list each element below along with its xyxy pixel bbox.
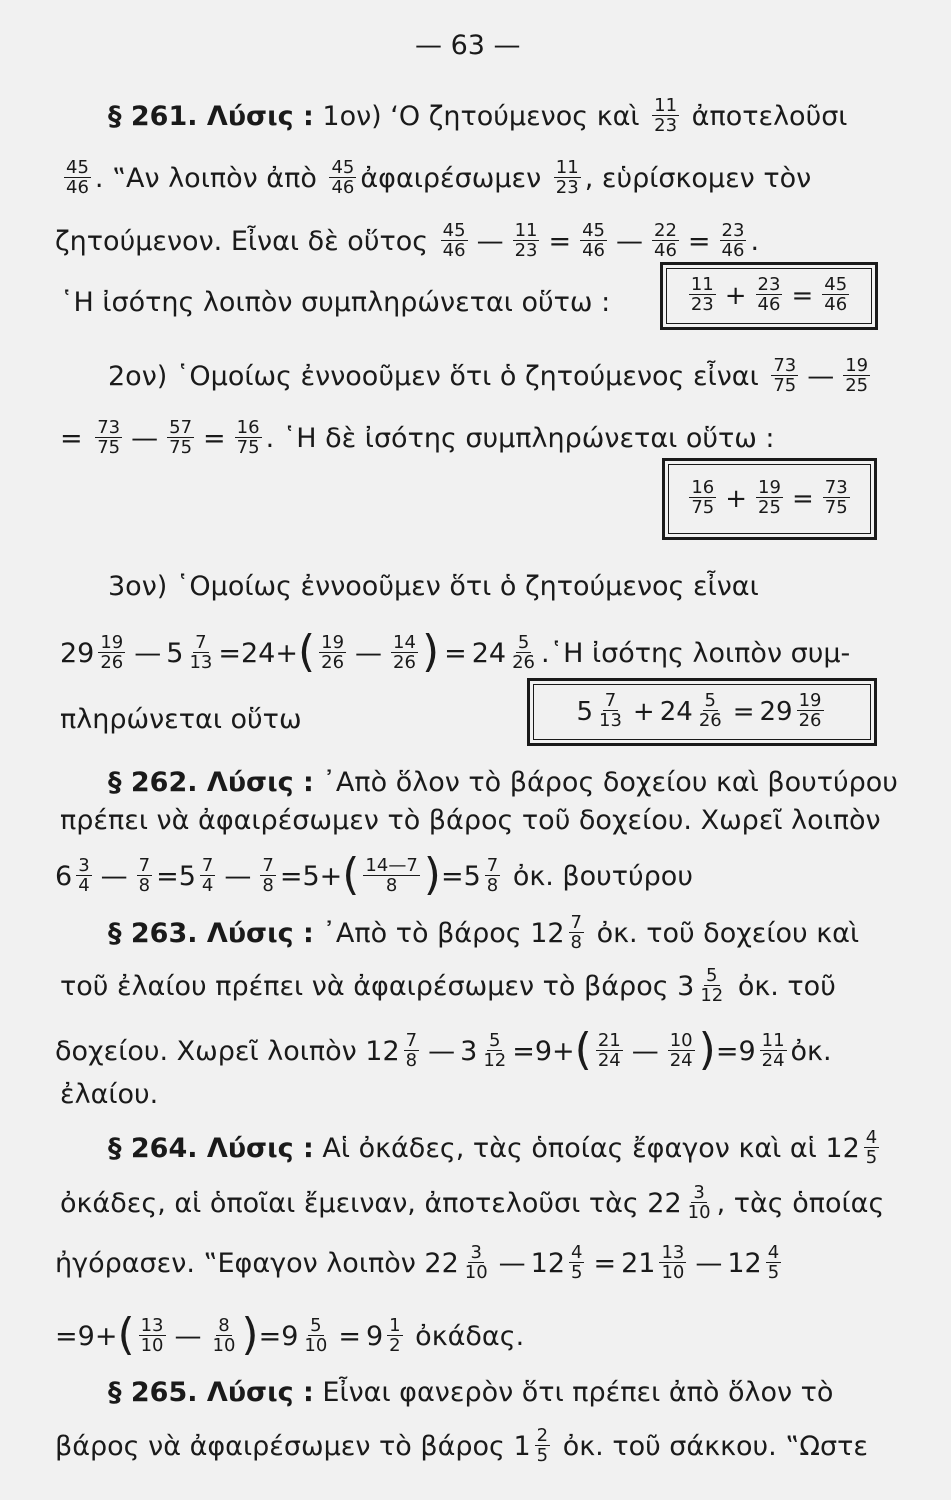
section-heading: § 263. Λύσις :	[108, 918, 314, 949]
fraction: $\frac{73}{75}$	[97, 417, 121, 458]
s261-line8: 29 $\frac{19}{26}$ — 5 $\frac{7}{13}$ =24+( $\frac{19}{26}$ — $\frac{14}{26}$ ) = 24 $\frac{5}{26}$ .῾Η ἰσότης λοιπὸν συμ-	[60, 625, 851, 677]
fraction: $\frac{7}{13}$	[189, 632, 213, 673]
s262-line2: πρέπει νὰ ἀφαιρέσωμεν τὸ βάρος τοῦ δοχείου. Χωρεῖ λοιπὸν	[60, 805, 881, 836]
s264-line2: ὀκάδες, αἱ ὁποῖαι ἔμειναν, ἀποτελοῦσι τὰς 22 $\frac{3}{10}$ , τὰς ὁποίας	[60, 1182, 885, 1223]
fraction: $\frac{4}{5}$	[767, 1242, 780, 1283]
s263-line3: δοχείου. Χωρεῖ λοιπὸν 12 $\frac{7}{8}$ — 3 $\frac{5}{12}$ =9+( $\frac{21}{24}$ — $\frac{10}{24}$ )=9 $\frac{11}{24}$ ὀκ.	[55, 1023, 832, 1075]
page-number: — 63 —	[415, 30, 521, 61]
fraction: $\frac{7}{8}$	[262, 855, 274, 896]
s265-line2: βάρος νὰ ἀφαιρέσωμεν τὸ βάρος 1 $\frac{2}{5}$ ὀκ. τοῦ σάκκου. ‟Ωστε	[55, 1425, 868, 1466]
fraction: $\frac{73}{75}$	[773, 355, 797, 396]
s261-line4: ῾Η ἰσότης λοιπὸν συμπληρώνεται οὕτω :	[60, 287, 611, 318]
fraction: $\frac{7}{4}$	[201, 855, 214, 896]
s263-line2: τοῦ ἐλαίου πρέπει νὰ ἀφαιρέσωμεν τὸ βάρος 3 $\frac{5}{12}$ ὀκ. τοῦ	[60, 965, 836, 1006]
s264-line4: =9+( $\frac{13}{10}$ — $\frac{8}{10}$ )=9 $\frac{5}{10}$ = 9 $\frac{1}{2}$ ὀκάδας.	[55, 1308, 525, 1360]
s261-line2: $\frac{45}{46}$ . ‟Αν λοιπὸν ἀπὸ $\frac{45}{46}$ ἀφαιρέσωμεν $\frac{11}{23}$ , εὑρίσκομεν τὸν	[66, 157, 812, 198]
fraction: $\frac{10}{24}$	[669, 1030, 693, 1071]
fraction: $\frac{11}{24}$	[761, 1030, 785, 1071]
s261-line9: πληρώνεται οὕτω	[60, 704, 302, 735]
fraction: $\frac{19}{25}$	[845, 355, 869, 396]
s261-line1: § 261. Λύσις : 1ον) ‘Ο ζητούμενος καὶ $\frac{11}{23}$ ἀποτελοῦσι	[108, 95, 848, 136]
fraction: $\frac{13}{10}$	[140, 1315, 164, 1356]
fraction: $\frac{7}{8}$	[405, 1030, 418, 1071]
fraction: $\frac{4}{5}$	[571, 1242, 583, 1283]
s262-line1: § 262. Λύσις : ᾿Απὸ ὅλον τὸ βάρος δοχείου καὶ βουτύρου	[108, 767, 898, 798]
fraction: $\frac{23}{46}$	[721, 220, 745, 261]
fraction: $\frac{11}{23}$	[514, 220, 538, 261]
fraction: $\frac{57}{75}$	[169, 417, 193, 458]
s263-line4: ἐλαίου.	[60, 1079, 159, 1110]
fraction: $\frac{3}{10}$	[464, 1242, 488, 1283]
fraction: $\frac{3}{10}$	[687, 1182, 711, 1223]
fraction: $\frac{1}{2}$	[389, 1315, 401, 1356]
result-box-2: $\frac{16}{75}$ + $\frac{19}{25}$ = $\frac{73}{75}$	[662, 458, 877, 540]
s261-line3: ζητούμενον. Εἶναι δὲ οὕτος $\frac{45}{46}$ — $\frac{11}{23}$ = $\frac{45}{46}$ — $\frac{22}{46}$ = $\frac{23}{46}$ .	[55, 220, 760, 261]
s265-line1: § 265. Λύσις : Εἶναι φανερὸν ὅτι πρέπει ἀπὸ ὅλον τὸ	[108, 1377, 834, 1408]
fraction: $\frac{13}{10}$	[661, 1242, 685, 1283]
fraction: $\frac{14—7}{8}$	[365, 855, 418, 896]
s264-line1: § 264. Λύσις : Αἱ ὀκάδες, τὰς ὁποίας ἔφαγον καὶ αἱ 12 $\frac{4}{5}$	[108, 1127, 878, 1168]
fraction: $\frac{45}{46}$	[442, 220, 466, 261]
fraction: $\frac{3}{4}$	[78, 855, 90, 896]
fraction: $\frac{19}{26}$	[100, 632, 124, 673]
fraction: $\frac{11}{23}$	[555, 157, 579, 198]
fraction: $\frac{8}{10}$	[212, 1315, 236, 1356]
fraction: $\frac{7}{8}$	[570, 912, 582, 953]
fraction: $\frac{7}{8}$	[138, 855, 151, 896]
fraction: $\frac{19}{26}$	[321, 632, 345, 673]
fraction: $\frac{7}{8}$	[486, 855, 499, 896]
s264-line3: ἠγόρασεν. ‟Εφαγον λοιπὸν 22 $\frac{3}{10}$ — 12 $\frac{4}{5}$ = 21 $\frac{13}{10}$ — 12 $\frac{4}{5}$	[55, 1242, 780, 1283]
fraction: $\frac{5}{26}$	[512, 632, 536, 673]
section-heading: § 261. Λύσις :	[108, 101, 314, 132]
section-heading: § 264. Λύσις :	[108, 1133, 314, 1164]
s262-line3: 6 $\frac{3}{4}$ — $\frac{7}{8}$ =5 $\frac{7}{4}$ — $\frac{7}{8}$ =5+( $\frac{14—7}{8}$ )=5 $\frac{7}{8}$ ὀκ. βουτύρου	[55, 848, 693, 900]
fraction: $\frac{5}{10}$	[304, 1315, 328, 1356]
s261-line7: 3ον) ῾Ομοίως ἐννοοῦμεν ὅτι ὁ ζητούμενος εἶναι	[108, 571, 759, 602]
s261-line5: 2ον) ῾Ομοίως ἐννοοῦμεν ὅτι ὁ ζητούμενος εἶναι $\frac{73}{75}$ — $\frac{19}{25}$	[108, 355, 869, 396]
fraction: $\frac{45}{46}$	[66, 157, 89, 198]
fraction: $\frac{21}{24}$	[597, 1030, 621, 1071]
result-box-3: 5 $\frac{7}{13}$ + 24 $\frac{5}{26}$ = 29 $\frac{19}{26}$	[527, 678, 877, 746]
s261-line6: = $\frac{73}{75}$ — $\frac{57}{75}$ = $\frac{16}{75}$ . ῾Η δὲ ἰσότης συμπληρώνεται οὕτω :	[60, 417, 775, 458]
fraction: $\frac{5}{12}$	[700, 965, 724, 1006]
fraction: $\frac{16}{75}$	[236, 417, 260, 458]
section-heading: § 265. Λύσις :	[108, 1377, 314, 1408]
fraction: $\frac{4}{5}$	[865, 1127, 878, 1168]
fraction: $\frac{5}{12}$	[483, 1030, 507, 1071]
fraction: $\frac{45}{46}$	[582, 220, 606, 261]
fraction: $\frac{14}{26}$	[393, 632, 416, 673]
section-heading: § 262. Λύσις :	[108, 767, 314, 798]
s263-line1: § 263. Λύσις : ᾿Απὸ τὸ βάρος 12 $\frac{7}{8}$ ὀκ. τοῦ δοχείου καὶ	[108, 912, 860, 953]
fraction: $\frac{45}{46}$	[331, 157, 355, 198]
result-box-1: $\frac{11}{23}$ + $\frac{23}{46}$ = $\frac{45}{46}$	[660, 262, 878, 330]
fraction: $\frac{2}{5}$	[536, 1425, 549, 1466]
fraction: $\frac{22}{46}$	[654, 220, 677, 261]
fraction: $\frac{11}{23}$	[654, 95, 678, 136]
